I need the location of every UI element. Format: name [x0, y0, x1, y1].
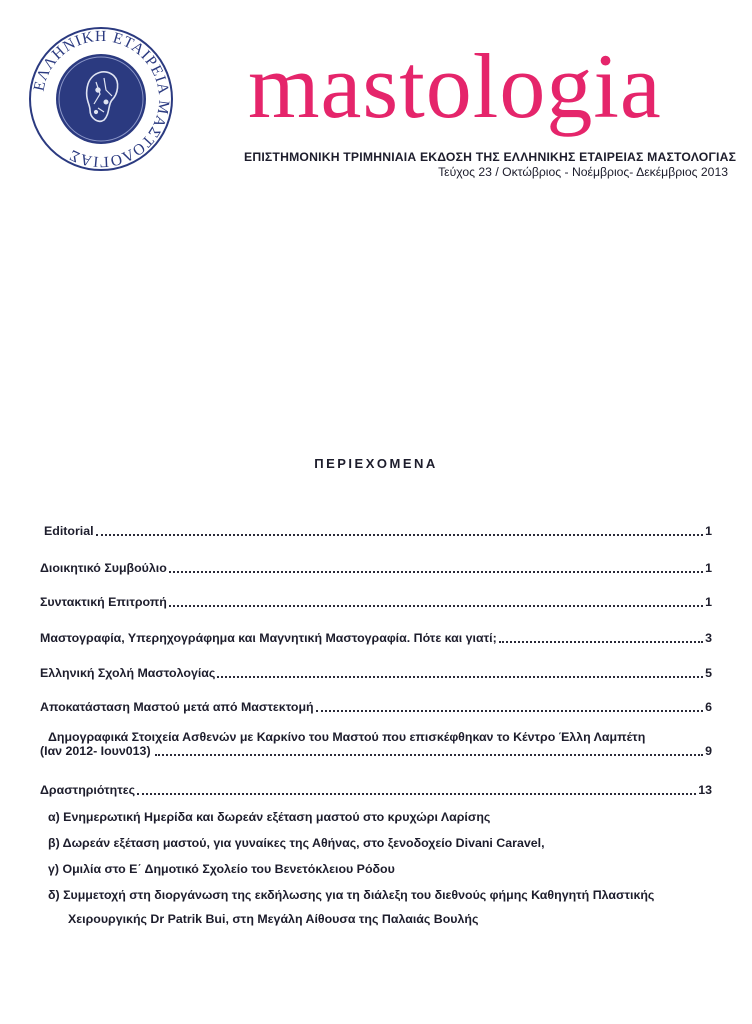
toc-entry-page: 1 — [705, 524, 712, 538]
toc-entry-title: Συντακτική Επιτροπή — [40, 595, 167, 609]
leader-dots — [96, 533, 704, 536]
toc-entry-title: Δραστηριότητες — [40, 783, 136, 797]
activity-item: δ) Συμμετοχή στη διοργάνωση της εκδήλωσης για τη διάλεξη του διεθνούς φήμης Καθηγητή Πλαστικής — [48, 888, 655, 902]
leader-dots — [217, 675, 703, 678]
toc-entry-page: 1 — [705, 561, 712, 575]
leader-dots — [137, 792, 696, 795]
toc-entry-reconstruction[interactable] — [40, 700, 712, 714]
activity-item: α) Ενημερωτική Ημερίδα και δωρεάν εξέταση μαστού στο κρυχώρι Λαρίσης — [48, 810, 491, 824]
toc-entry-title: Ελληνική Σχολή Μαστολογίας — [40, 666, 216, 680]
toc-entry-school[interactable] — [40, 666, 712, 680]
leader-dots — [169, 570, 703, 573]
society-seal-logo — [26, 24, 176, 174]
toc-entry-demographics[interactable] — [40, 730, 712, 758]
toc-entry-activities[interactable] — [40, 783, 712, 797]
toc-entry-mammography[interactable] — [40, 631, 712, 645]
activity-item: β) Δωρεάν εξέταση μαστού, για γυναίκες της Αθήνας, στο ξενοδοχείο Divani Caravel, — [48, 836, 545, 850]
toc-entry-title-continued: (Ιαν 2012- Ιουν013) — [40, 744, 151, 758]
toc-entry-title: Αποκατάσταση Μαστού μετά από Μαστεκτομή — [40, 700, 314, 714]
toc-entry-page: 6 — [705, 700, 712, 714]
toc-entry-board[interactable] — [40, 561, 712, 575]
leader-dots — [499, 640, 703, 643]
issue-info: Τεύχος 23 / Οκτώβριος - Νοέμβριος- Δεκέμβριος 2013 — [438, 165, 728, 179]
toc-entry-page: 3 — [705, 631, 712, 645]
journal-title: mastologia — [248, 35, 662, 137]
seal-text: ΕΛΛΗΝΙΚΗ ΕΤΑΙΡΕΙΑ ΜΑΣΤΟΛΟΓΙΑΣ — [30, 27, 173, 171]
activity-item-continued: Χειρουργικής Dr Patrik Bui, στη Μεγάλη Αίθουσα της Παλαιάς Βουλής — [68, 912, 479, 926]
leader-dots — [155, 753, 704, 756]
leader-dots — [316, 709, 703, 712]
toc-entry-editorial[interactable] — [44, 524, 712, 538]
toc-entry-title: Δημογραφικά Στοιχεία Ασθενών με Καρκίνο του Μαστού που επισκέφθηκαν το Κέντρο Έλλη Λαμπέτη — [48, 730, 646, 744]
toc-entry-title: Μαστογραφία, Υπερηχογράφημα και Μαγνητική Μαστογραφία. Πότε και γιατί; — [40, 631, 497, 645]
toc-entry-title: Editorial — [44, 524, 94, 538]
toc-entry-page: 9 — [705, 744, 712, 758]
activity-item: γ) Ομιλία στο Ε΄ Δημοτικό Σχολείο του Βενετόκλειου Ρόδου — [48, 862, 395, 876]
toc-entry-editorial-committee[interactable] — [40, 595, 712, 609]
leader-dots — [169, 604, 703, 607]
toc-entry-title: Διοικητικό Συμβούλιο — [40, 561, 167, 575]
toc-entry-page: 13 — [698, 783, 712, 797]
journal-subtitle: ΕΠΙΣΤΗΜΟΝΙΚΗ ΤΡΙΜΗΝΙΑΙΑ ΕΚΔΟΣΗ ΤΗΣ ΕΛΛΗΝΙΚΗΣ ΕΤΑΙΡΕΙΑΣ ΜΑΣΤΟΛΟΓΙΑΣ — [244, 150, 737, 164]
toc-heading: ΠΕΡΙΕΧΟΜΕΝΑ — [314, 456, 438, 471]
toc-entry-page: 1 — [705, 595, 712, 609]
toc-entry-page: 5 — [705, 666, 712, 680]
